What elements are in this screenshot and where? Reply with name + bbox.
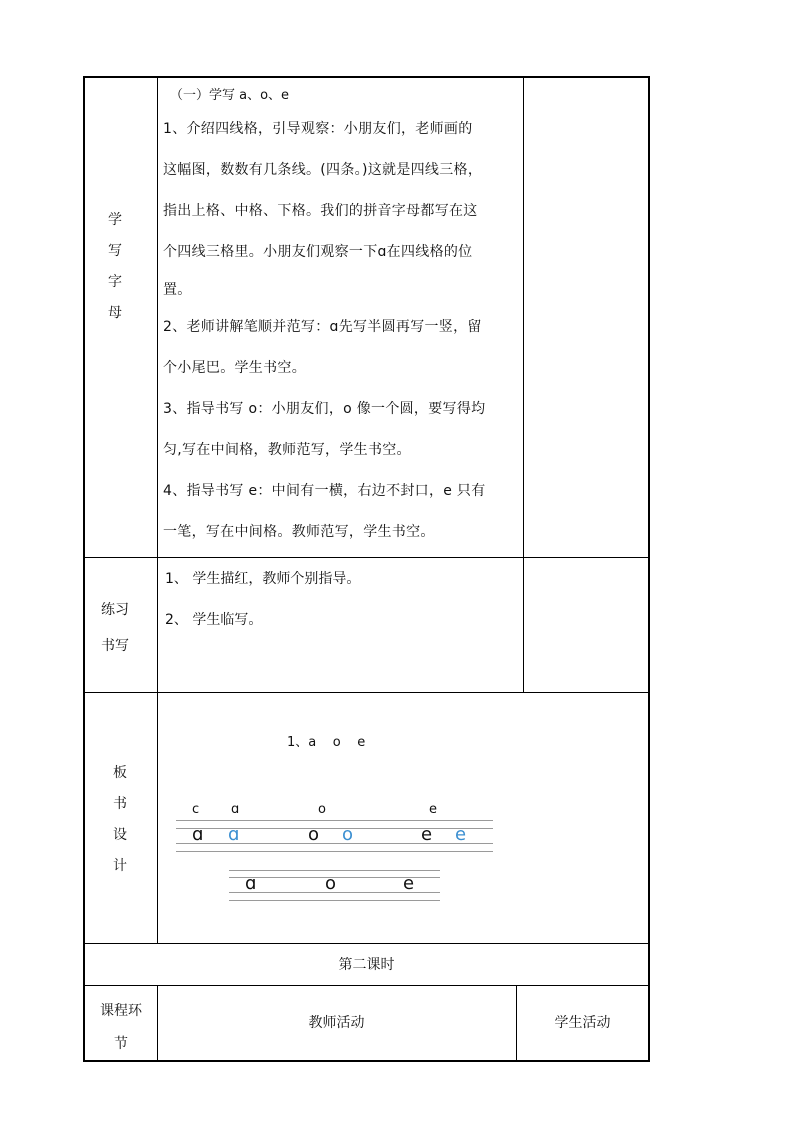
body-line: 3、指导书写 o：小朋友们，o 像一个圆，要写得均 [163, 401, 486, 417]
board-row1-letter: ɑ [192, 824, 204, 845]
label-char: 写 [108, 243, 122, 259]
body-line: 指出上格、中格、下格。我们的拼音字母都写在这 [163, 203, 478, 219]
body-line: 匀,写在中间格，教师范写，学生书空。 [163, 442, 411, 458]
board-small-letter: ɑ [231, 802, 240, 817]
label-char: 学 [108, 212, 122, 228]
label-line: 练习 [101, 602, 129, 618]
four-line-grid-line [229, 870, 440, 871]
label-line: 书写 [101, 638, 129, 654]
section-write-label [95, 205, 135, 329]
board-row1-letter: o [308, 824, 320, 845]
board-row2-letter: e [403, 873, 415, 894]
board-small-letter: c [192, 802, 200, 817]
board-row1-letter: ɑ [228, 824, 240, 845]
header-teacher-activity: 教师活动 [308, 1015, 365, 1031]
four-line-grid-line [176, 843, 493, 844]
four-line-grid-line [229, 900, 440, 901]
four-line-grid-line [176, 828, 493, 829]
row-divider-2 [83, 692, 650, 693]
board-title: 1、a o e [287, 735, 366, 750]
table-border-bottom [83, 1060, 650, 1062]
four-line-grid-line [176, 820, 493, 821]
body-line: 一笔，写在中间格。教师范写，学生书空。 [163, 524, 435, 540]
header-course-section [92, 995, 150, 1061]
board-row1-letter: e [421, 824, 433, 845]
row-divider-4 [83, 985, 650, 986]
body-line: 这幅图，数数有几条线。(四条。)这就是四线三格， [163, 162, 483, 178]
header-student-activity: 学生活动 [554, 1015, 611, 1031]
label-char: 计 [113, 858, 127, 874]
label-char: 母 [108, 305, 122, 321]
board-small-letter: o [318, 802, 326, 817]
row-divider-3 [83, 943, 650, 944]
label-char: 板 [113, 765, 127, 781]
body-line: 个小尾巴。学生书空。 [163, 360, 306, 376]
board-row2-letter: ɑ [245, 873, 257, 894]
board-row1-letter: o [342, 824, 354, 845]
section-practice-label [93, 592, 137, 664]
four-line-grid-line [176, 851, 493, 852]
label-char: 书 [113, 796, 127, 812]
row-divider-1 [83, 557, 650, 558]
body-line: 1、介绍四线格，引导观察：小朋友们，老师画的 [163, 121, 473, 137]
col-divider-2 [523, 76, 524, 693]
board-row1-letter: e [455, 824, 467, 845]
practice-item: 1、 学生描红，教师个别指导。 [165, 571, 361, 587]
section-write-body [163, 109, 519, 553]
table-border-right [648, 76, 650, 1061]
body-line: 置。 [163, 282, 192, 298]
section-board-label [100, 758, 140, 882]
body-line: 2、老师讲解笔顺并范写：ɑ先写半圆再写一竖，留 [163, 319, 482, 335]
label-char: 设 [113, 827, 127, 843]
board-small-letter: e [429, 802, 437, 817]
practice-item: 2、 学生临写。 [165, 612, 263, 628]
table-border-top [83, 76, 650, 78]
board-row2-letter: o [325, 873, 337, 894]
body-line: 个四线三格里。小朋友们观察一下ɑ在四线格的位 [163, 244, 473, 260]
section-write-heading: （一）学写 a、o、e [170, 88, 290, 103]
table-border-left [83, 76, 85, 1061]
label-char: 字 [108, 274, 122, 290]
header-line: 节 [114, 1036, 128, 1052]
body-line: 4、指导书写 e：中间有一横，右边不封口，e 只有 [163, 483, 486, 499]
second-lesson-title: 第二课时 [338, 957, 395, 973]
col-divider-1 [157, 76, 158, 944]
header-line: 课程环 [100, 1003, 142, 1019]
